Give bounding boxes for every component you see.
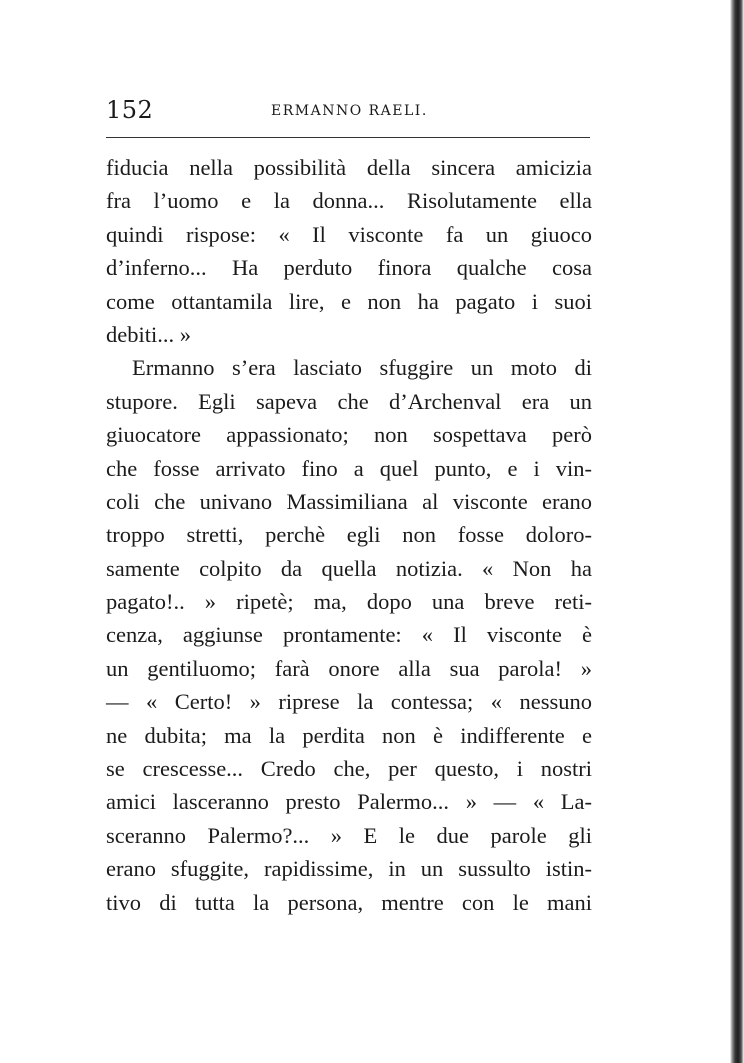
text-line: stupore. Egli sapeva che d’Archenval era un	[106, 388, 592, 414]
text-line: — « Certo! » riprese la contessa; « nessuno	[106, 689, 592, 715]
text-line: come ottantamila lire, e non ha pagato i suoi	[106, 288, 592, 314]
body-text	[106, 151, 592, 919]
text-line: debiti... »	[106, 321, 191, 347]
header-rule	[106, 137, 590, 138]
running-title: ERMANNO RAELI.	[271, 103, 428, 119]
text-line: samente colpito da quella notizia. « Non ha	[106, 555, 592, 581]
text-line: ne dubita; ma la perdita non è indifferente e	[106, 722, 592, 748]
text-line: giuocatore appassionato; non sospettava però	[106, 422, 592, 448]
text-line: che fosse arrivato fino a quel punto, e i vin-	[106, 455, 592, 481]
text-line: coli che univano Massimiliana al visconte erano	[106, 488, 592, 514]
text-line: troppo stretti, perchè egli non fosse doloro-	[106, 522, 592, 548]
text-line: amici lasceranno presto Palermo... » — « La-	[106, 789, 592, 815]
page-binding-edge	[730, 0, 744, 1063]
text-line: Ermanno s’era lasciato sfuggire un moto di	[132, 355, 592, 381]
text-line: fra l’uomo e la donna... Risolutamente ella	[106, 188, 592, 214]
text-line: erano sfuggite, rapidissime, in un sussulto istin-	[106, 856, 592, 882]
text-line: tivo di tutta la persona, mentre con le mani	[106, 889, 592, 915]
text-line: sceranno Palermo?... » E le due parole gli	[106, 822, 592, 848]
page-number: 152	[106, 96, 154, 124]
text-line: se crescesse... Credo che, per questo, i nostri	[106, 756, 592, 782]
text-line: d’inferno... Ha perduto finora qualche cosa	[106, 255, 592, 281]
text-line: quindi rispose: « Il visconte fa un giuoco	[106, 221, 592, 247]
text-line: fiducia nella possibilità della sincera amicizia	[106, 155, 592, 180]
text-line: un gentiluomo; farà onore alla sua parola! »	[106, 655, 592, 681]
text-line: pagato!.. » ripetè; ma, dopo una breve reti-	[106, 589, 592, 615]
text-line: cenza, aggiunse prontamente: « Il visconte è	[106, 622, 592, 648]
page-header	[106, 96, 592, 132]
